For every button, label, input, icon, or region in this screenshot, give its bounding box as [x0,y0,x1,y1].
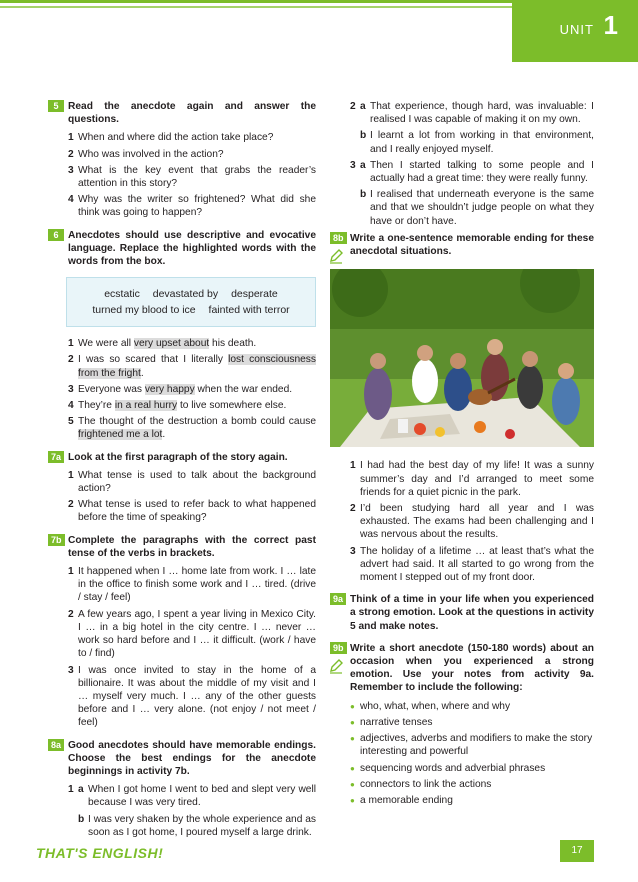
task-badge: 8b [330,232,347,244]
word-box [66,277,316,327]
unit-label: UNIT [559,22,594,37]
list-item: 3 What is the key event that grabs the reader’s attention in this story? [68,164,316,190]
list-item: 1 I had had the best day of my life! It was a sunny summer’s day and I’d arranged to meet some friends for a quiet picnic in the park. [350,460,594,498]
highlighted-words: lost consciousness from the fright [78,354,316,379]
ending-option: 2 a That experience, though hard, was invaluable: I realised I was capable of making it on my own. [350,101,594,126]
task-9b [330,642,594,807]
list-item: 2 I’d been studying hard all year and I was exhausted. The exams had been challenging and I was nervous about the results. [350,503,594,541]
word-option: turned my blood to ice [92,304,196,317]
task-badge: 5 [48,100,64,112]
list-item: 2 What tense is used to refer back to what happened before the time of speaking? [68,499,316,524]
task-6-items [48,337,316,441]
task-6 [48,229,316,269]
task-9a [330,593,594,633]
task-7a [48,451,316,525]
list-item: 3 I was once invited to stay in the home of a billionaire. It was about the middle of my visit and I … myself very much. I … any of the other guests before and I … very alone. (not enjoy / not meet / feel) [68,664,316,729]
list-item: ● narrative tenses [350,716,594,729]
question-list [68,131,316,219]
list-item: 4 They’re in a real hurry to live somewhere else. [68,400,287,412]
task-title: Good anecdotes should have memorable endings. Choose the best endings for the anecdote beginnings in activity 7b. [68,739,316,777]
brand-logo: THAT'S ENGLISH! [36,845,164,861]
ending-option: 1 a When I got home I went to bed and slept very well because I was very tired. [68,784,316,809]
unit-tab [512,0,638,62]
page-number: 17 [560,840,594,862]
ending-option: b I was very shaken by the whole experience and as soon as I got home, I poured myself a large drink. [78,813,316,838]
pencil-icon [328,248,344,264]
task-title: Anecdotes should use descriptive and evocative language. Replace the highlighted words with the words from the box. [68,229,316,268]
highlighted-words: in a real hurry [114,400,178,412]
list-item: 5 The thought of the destruction a bomb could cause frightened me a lot. [68,416,316,441]
highlighted-words: frightened me a lot [78,429,163,441]
situation-list [350,459,594,584]
task-title: Write a one-sentence memorable ending for these anecdotal situations. [350,232,594,258]
highlighted-words: very happy [144,383,195,395]
list-item: ● who, what, when, where and why [350,700,594,713]
ending-option: b I learnt a lot from working in that environment, and I really enjoyed myself. [360,130,594,155]
highlighted-words: very upset about [133,338,210,350]
word-option: ecstatic [104,288,140,301]
task-8b-items [330,459,594,584]
requirements-list [350,700,594,807]
list-item: 1 We were all very upset about his death. [68,338,257,350]
task-8a-continued [330,100,594,228]
task-title: Look at the first paragraph of the story again. [68,451,288,463]
list-item: ● sequencing words and adverbial phrases [350,762,594,775]
task-title: Think of a time in your life when you experienced a strong emotion. Look at the questions in activity 5 and make notes. [350,594,594,632]
list-item: 2 Who was involved in the action? [68,148,224,160]
task-badge: 9a [330,593,346,605]
sentence-list [68,337,316,441]
task-badge: 7b [48,534,65,546]
left-column [48,100,316,848]
unit-number: 1 [603,10,618,40]
ending-option: b I realised that underneath everyone is the same and that we shouldn’t judge people on what they have or don’t have. [360,189,594,227]
paragraph-list [68,565,316,729]
pencil-icon [328,658,344,674]
word-option: fainted with terror [208,304,290,317]
right-column [330,100,594,816]
list-item: 2 A few years ago, I spent a year living in Mexico City. I … in a big hotel in the city centre. I … never … work so hard before and I … it difficult. (work / have to / find) [68,608,316,660]
task-8a [48,739,316,839]
task-badge: 6 [48,229,64,241]
list-item: 1 What tense is used to talk about the background action? [68,469,316,495]
task-title: Complete the paragraphs with the correct past tense of the verbs in brackets. [68,534,316,559]
list-item: ● a memorable ending [350,794,594,807]
picnic-photo [330,269,594,447]
list-item: 3 The holiday of a lifetime … at least that’s what the advert had said. It all started to go wrong from the moment I stepped out of my front door. [350,545,594,584]
list-item: 4 Why was the writer so frightened? What did she think was going to happen? [68,194,316,219]
list-item: 1 When and where did the action take place? [68,132,274,144]
list-item: 3 Everyone was very happy when the war ended. [68,383,293,395]
list-item: ● adjectives, adverbs and modifiers to make the story interesting and powerful [350,732,594,758]
task-badge: 9b [330,642,347,654]
task-badge: 7a [48,451,64,463]
list-item: 1 It happened when I … home late from work. I … late in the office to finish some work and I … tired. (drive / stay / feel) [68,566,316,604]
word-option: desperate [231,288,278,301]
task-5 [48,100,316,220]
task-title: Write a short anecdote (150-180 words) about an occasion when you experienced a strong emotion. Use your notes from activity 9a. Remember to include the following: [350,642,594,694]
task-title: Read the anecdote again and answer the questions. [68,101,316,126]
task-8b [330,232,594,258]
list-item: ● connectors to link the actions [350,778,594,791]
task-7b [48,534,316,730]
word-option: devastated by [152,288,219,301]
list-item: 2 I was so scared that I literally lost consciousness from the fright. [68,354,316,379]
ending-option: 3 a Then I started talking to some people and I actually had a great time: they were really funny. [350,159,594,185]
task-badge: 8a [48,739,64,751]
question-list [68,469,316,525]
